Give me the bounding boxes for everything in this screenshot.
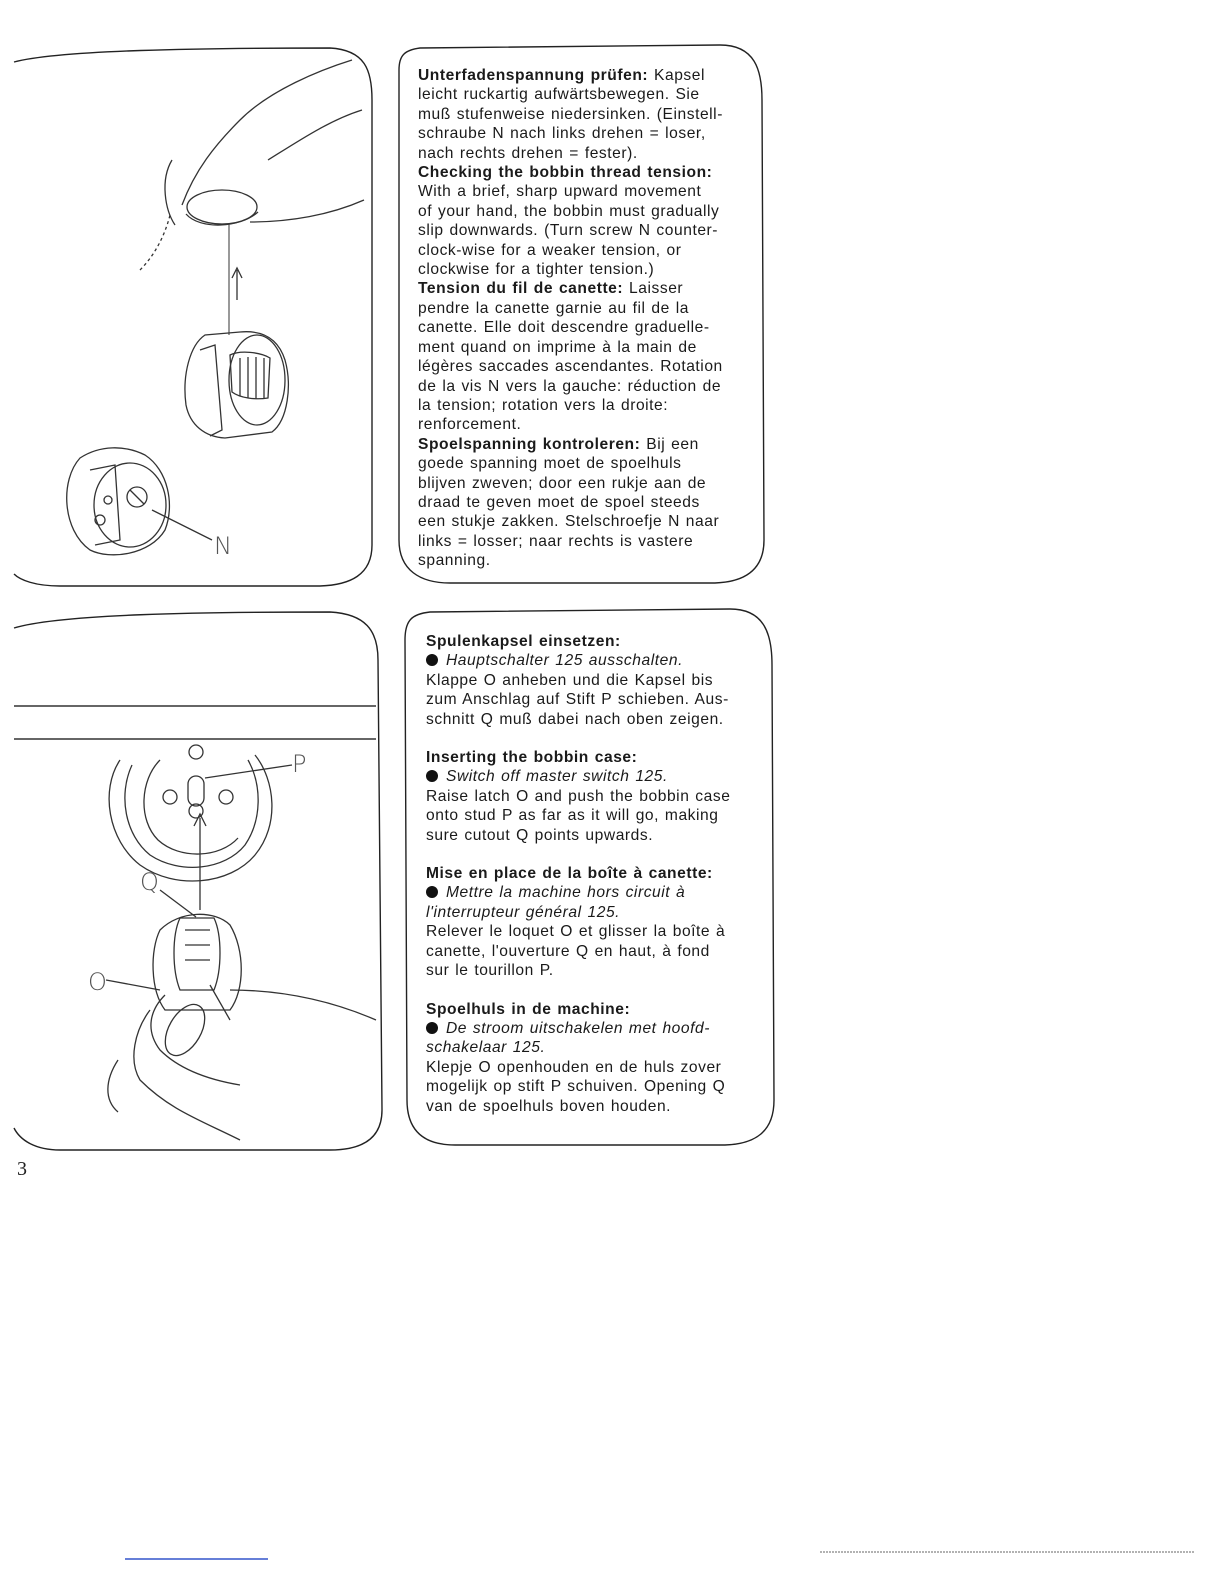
- text-line: van de spoelhuls boven houden.: [426, 1097, 672, 1115]
- bullet-icon: [426, 1022, 438, 1034]
- text-line: links = losser; naar rechts is vastere: [418, 532, 694, 550]
- text-line: leicht ruckartig aufwärtsbewegen. Sie: [418, 86, 700, 104]
- bullet-icon: [426, 886, 438, 898]
- de-title: Unterfadenspannung prüfen:: [418, 67, 649, 84]
- text-line: With a brief, sharp upward movement: [418, 183, 702, 201]
- text-line: of your hand, the bobbin must gradually: [418, 202, 720, 220]
- text-line: schakelaar 125.: [426, 1039, 546, 1057]
- text-line: Relever le loquet O et glisser la boîte à: [426, 923, 726, 941]
- text-line: ment quand on imprime à la main de: [418, 338, 697, 356]
- bullet-icon: [426, 654, 438, 666]
- text-line: Switch off master switch 125.: [446, 768, 668, 786]
- text-line: Bij een: [640, 435, 699, 453]
- text-line: canette, l'ouverture Q en haut, à fond: [426, 942, 710, 960]
- text-line: la tension; rotation vers la droite:: [418, 396, 669, 414]
- insert-instructions: [426, 632, 761, 1116]
- text-line: l'interrupteur général 125.: [426, 903, 621, 921]
- text-line: goede spanning moet de spoelhuls: [418, 455, 682, 473]
- label-n: N: [214, 532, 232, 560]
- text-line: nach rechts drehen = fester).: [418, 144, 638, 162]
- bobbin-insert-illustration: [14, 706, 376, 1140]
- text-line: zum Anschlag auf Stift P schieben. Aus-: [426, 691, 729, 709]
- bullet-icon: [426, 770, 438, 782]
- text-line: De stroom uitschakelen met hoofd-: [446, 1019, 710, 1037]
- text-line: Laisser: [623, 280, 684, 298]
- nl-title: Spoelspanning kontroleren:: [418, 435, 641, 453]
- text-line: clock-wise for a weaker tension, or: [418, 241, 682, 259]
- en-title: Inserting the bobbin case:: [426, 749, 638, 767]
- text-line: pendre la canette garnie au fil de la: [418, 299, 689, 317]
- bobbin-tension-illustration: [67, 60, 364, 555]
- fr-title: Mise en place de la boîte à canette:: [426, 865, 713, 883]
- text-line: Kapsel: [648, 67, 706, 84]
- en-title: Checking the bobbin thread tension:: [418, 164, 713, 182]
- text-line: Raise latch O and push the bobbin case: [426, 787, 731, 805]
- text-line: een stukje zakken. Stelschroefje N naar: [418, 513, 720, 531]
- page-number: 3: [17, 1158, 27, 1180]
- label-p: P: [292, 750, 307, 778]
- text-line: sure cutout Q points upwards.: [426, 826, 654, 844]
- text-line: clockwise for a tighter tension.): [418, 261, 655, 279]
- text-line: Mettre la machine hors circuit à: [446, 884, 686, 902]
- text-line: sur le tourillon P.: [426, 962, 554, 980]
- label-q: Q: [140, 868, 159, 896]
- text-line: onto stud P as far as it will go, making: [426, 807, 719, 825]
- text-line: Hauptschalter 125 ausschalten.: [446, 652, 683, 670]
- text-line: blijven zweven; door een rukje aan de: [418, 474, 707, 492]
- label-o: O: [88, 968, 107, 996]
- text-line: schraube N nach links drehen = loser,: [418, 125, 706, 143]
- tension-instructions: [418, 66, 753, 571]
- nl-title: Spoelhuls in de machine:: [426, 1000, 631, 1018]
- text-line: Klepje O openhouden en de huls zover: [426, 1058, 722, 1076]
- fr-title: Tension du fil de canette:: [418, 280, 624, 298]
- text-line: spanning.: [418, 552, 491, 570]
- text-line: slip downwards. (Turn screw N counter-: [418, 222, 719, 240]
- text-line: canette. Elle doit descendre graduelle-: [418, 319, 710, 337]
- text-line: légères saccades ascendantes. Rotation: [418, 358, 723, 376]
- text-line: renforcement.: [418, 416, 522, 434]
- text-line: muß stufenweise niedersinken. (Einstell-: [418, 105, 723, 123]
- text-line: mogelijk op stift P schuiven. Opening Q: [426, 1078, 726, 1096]
- text-line: draad te geven moet de spoel steeds: [418, 493, 700, 511]
- de-title: Spulenkapsel einsetzen:: [426, 633, 621, 650]
- text-line: de la vis N vers la gauche: réduction de: [418, 377, 722, 395]
- text-line: Klappe O anheben und die Kapsel bis: [426, 671, 714, 689]
- text-line: schnitt Q muß dabei nach oben zeigen.: [426, 710, 724, 728]
